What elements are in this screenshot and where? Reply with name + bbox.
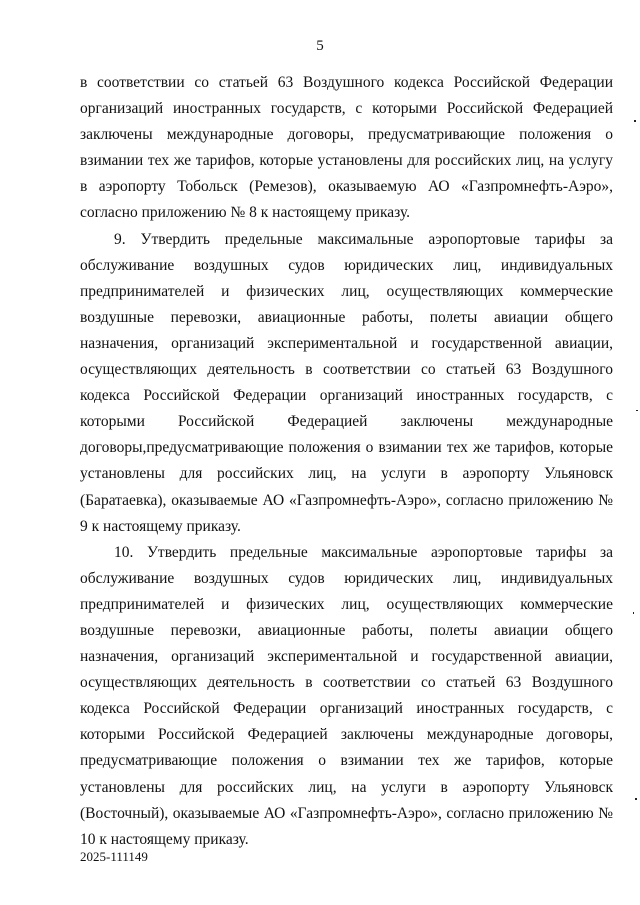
paragraph-item-9: 9. Утвердить предельные максимальные аэропортовые тарифы за обслуживание воздушных судов юридических лиц, индивидуальных предпринимателей и физических лиц, осуществляющих коммерческие воздушные перевозки, авиационные работы, полеты авиации общего назначения, организаций экспериментальной и государственной авиации, осуществляющих деятельность в соответствии со статьей 63 Воздушного кодекса Российской Федерации организаций иностранных государств, с которыми Российской Федерацией заключены международные договоры,предусматривающие положения о взимании тех же тарифов, которые установлены для российских лиц, на услуги в аэропорту Ульяновск (Баратаевка), оказываемые АО «Газпромнефть-Аэро», согласно приложению № 9 к настоящему приказу. <box>80 230 613 535</box>
paragraph-continued: в соответствии со статьей 63 Воздушного кодекса Российской Федерации организаций иностранных государств, с которыми Российской Федерацией заключены международные договоры, предусматривающие положения о взимании тех же тарифов, которые установлены для российских лиц, на услугу в аэропорту Тобольск (Ремезов), оказываемую АО «Газпромнефть-Аэро», согласно приложению № 8 к настоящему приказу. <box>80 74 613 222</box>
scan-edge-noise <box>631 0 640 905</box>
document-body <box>80 70 613 853</box>
page-number: 5 <box>316 38 324 54</box>
paragraph-item-10: 10. Утвердить предельные максимальные аэропортовые тарифы за обслуживание воздушных судов юридических лиц, индивидуальных предпринимателей и физических лиц, осуществляющих коммерческие воздушные перевозки, авиационные работы, полеты авиации общего назначения, организаций экспериментальной и государственной авиации, осуществляющих деятельность в соответствии со статьей 63 Воздушного кодекса Российской Федерации организаций иностранных государств, с которыми Российской Федерацией заключены международные договоры, предусматривающие положения о взимании тех же тарифов, которые установлены для российских лиц, на услуги в аэропорту Ульяновск (Восточный), оказываемые АО «Газпромнефть-Аэро», согласно приложению № 10 к настоящему приказу. <box>80 543 613 848</box>
document-code: 2025-111149 <box>80 849 148 864</box>
